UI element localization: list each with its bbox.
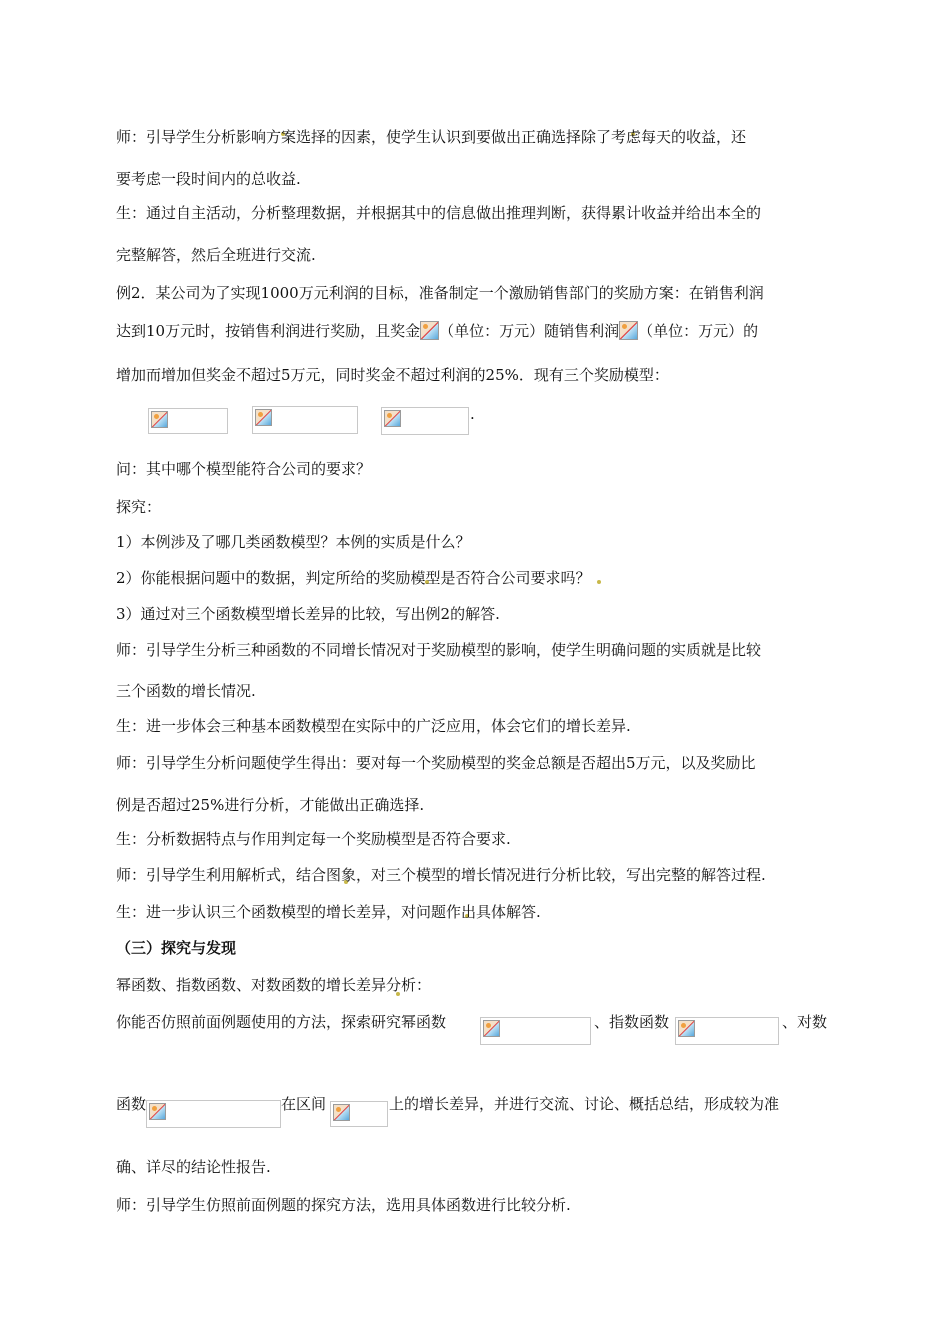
image-placeholder-icon xyxy=(678,1020,695,1037)
models-end-period: . xyxy=(470,405,475,423)
paragraph-line: 生：进一步认识三个函数模型的增长差异，对问题作出具体解答. xyxy=(116,903,541,921)
image-placeholder-icon xyxy=(151,411,168,428)
image-placeholder-icon xyxy=(483,1020,500,1037)
paragraph-line: 幂函数、指数函数、对数函数的增长差异分析： xyxy=(116,976,432,994)
model-formula-image xyxy=(252,406,358,434)
example-line: 增加而增加但奖金不超过5万元，同时奖金不超过利润的25%．现有三个奖励模型： xyxy=(116,366,669,384)
text-segment: 在区间 xyxy=(281,1095,327,1113)
paragraph-line: 确、详尽的结论性报告. xyxy=(116,1158,271,1176)
model-formula-image xyxy=(148,408,228,434)
paragraph-line: 要考虑一段时间内的总收益. xyxy=(116,170,301,188)
interval-formula-image xyxy=(330,1101,388,1127)
paragraph-line: 三个函数的增长情况. xyxy=(116,682,256,700)
paragraph-line: 生：分析数据特点与作用判定每一个奖励模型是否符合要求. xyxy=(116,830,511,848)
example-line xyxy=(116,321,758,341)
mark-dot xyxy=(597,580,601,584)
paragraph-line: 2）你能根据问题中的数据，判定所给的奖励模型是否符合公司要求吗？ xyxy=(116,569,591,587)
text-segment: （单位：万元）的 xyxy=(638,322,759,340)
text-segment: 、指数函数 xyxy=(594,1013,670,1031)
paragraph-line: 生：通过自主活动，分析整理数据，并根据其中的信息做出推理判断，获得累计收益并给出本全的 xyxy=(116,204,762,222)
model-formula-image xyxy=(381,407,469,435)
paragraph-line: 完整解答，然后全班进行交流. xyxy=(116,246,316,264)
image-placeholder-icon xyxy=(333,1104,350,1121)
text-segment: （单位：万元）随销售利润 xyxy=(439,322,620,340)
paragraph-line: 1）本例涉及了哪几类函数模型？本例的实质是什么？ xyxy=(116,533,471,551)
paragraph-line: 师：引导学生分析问题使学生得出：要对每一个奖励模型的奖金总额是否超出5万元，以及奖励比 xyxy=(116,754,756,772)
paragraph-line: 师：引导学生利用解析式，结合图象，对三个模型的增长情况进行分析比较，写出完整的解答过程. xyxy=(116,866,766,884)
paragraph-line: 师：引导学生分析影响方案选择的因素，使学生认识到要做出正确选择除了考虑每天的收益，还 xyxy=(116,128,747,146)
paragraph-line: 探究： xyxy=(116,498,162,516)
paragraph-line: 师：引导学生仿照前面例题的探究方法，选用具体函数进行比较分析. xyxy=(116,1196,571,1214)
image-placeholder-icon xyxy=(255,409,272,426)
power-function-formula-image xyxy=(480,1017,591,1045)
paragraph-line: 生：进一步体会三种基本函数模型在实际中的广泛应用，体会它们的增长差异. xyxy=(116,717,631,735)
log-function-formula-image xyxy=(146,1100,281,1128)
text-segment: 达到10万元时，按销售利润进行奖励，且奖金 xyxy=(116,322,421,340)
paragraph-line: 师：引导学生分析三种函数的不同增长情况对于奖励模型的影响，使学生明确问题的实质就是比较 xyxy=(116,641,762,659)
formula-image-icon xyxy=(619,321,638,340)
section-heading: （三）探究与发现 xyxy=(116,939,237,957)
text-segment: 、对数 xyxy=(782,1013,828,1031)
example-line: 例2．某公司为了实现1000万元利润的目标，准备制定一个激励销售部门的奖励方案：在销售利润 xyxy=(116,284,764,302)
image-placeholder-icon xyxy=(149,1103,166,1120)
exponential-function-formula-image xyxy=(675,1017,779,1045)
paragraph-line: 例是否超过25%进行分析，才能做出正确选择. xyxy=(116,796,425,814)
paragraph-line: 3）通过对三个函数模型增长差异的比较，写出例2的解答. xyxy=(116,605,500,623)
image-placeholder-icon xyxy=(384,410,401,427)
formula-image-icon xyxy=(420,321,439,340)
text-segment: 上的增长差异，并进行交流、讨论、概括总结，形成较为准 xyxy=(389,1095,780,1113)
paragraph-line: 你能否仿照前面例题使用的方法，探索研究幂函数 xyxy=(116,1013,447,1031)
paragraph-line: 问：其中哪个模型能符合公司的要求？ xyxy=(116,460,372,478)
text-segment: 函数 xyxy=(116,1095,147,1113)
